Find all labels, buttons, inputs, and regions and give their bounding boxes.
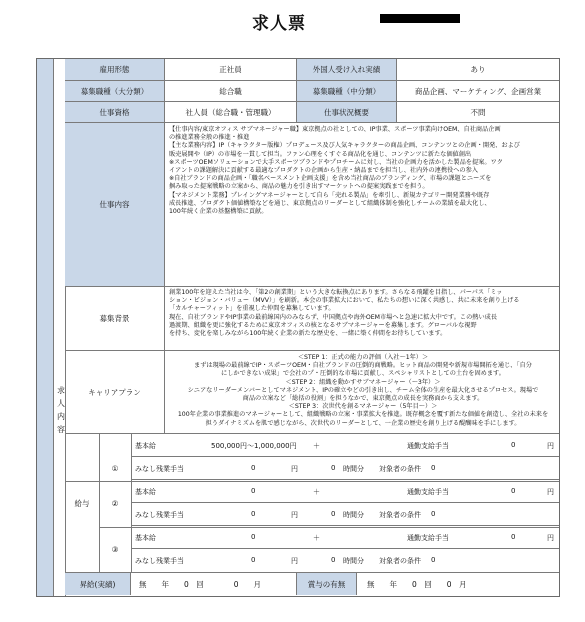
r3-base-label: 基本給: [135, 534, 156, 542]
background-line: を持ち、変化を楽しみながら100年続く企業の新たな歴史を、一緒に築く仲間をお待ちしています。: [169, 330, 447, 338]
r2-comm-label: 通勤支給手当: [407, 488, 449, 496]
job-line: ※スポーツOEMソリューションで大手スポーツブランドやプロチームに対し、当社の企画力を活かした製品を提案。ワク: [169, 158, 503, 166]
r3-comm-value: 0: [511, 533, 516, 541]
career-text: [169, 354, 557, 428]
label-employment: 雇用形態: [65, 59, 165, 80]
career-line: ＜STEP 3：次世代を創るマネージャー（5年目～）＞: [288, 403, 438, 411]
career-line: 100年企業の事業推進のマネージャーとして、組織戦略の立案・事業拡大を推進。既存概念を覆す新たな価値を創造し、全社の未来を: [177, 411, 549, 419]
value-bonus: 無 年 0 回 0 月: [367, 579, 467, 589]
label-salary: 給与: [74, 498, 90, 508]
r1-hours-label: 時間分: [343, 465, 364, 473]
job-line: 100年続く企業の基盤構築に貢献。: [169, 208, 268, 216]
row-career: [65, 351, 559, 434]
row-background: [65, 287, 559, 351]
sal-r3-a: [131, 526, 559, 549]
r2-allow-label: みなし残業手当: [135, 511, 184, 519]
r2-plus: ＋: [313, 488, 320, 496]
outer-label-column: [37, 59, 54, 596]
r2-cond-value: 0: [431, 510, 436, 518]
label-raise: 昇給(実績): [65, 573, 131, 595]
r1-cond-label: 対象者の条件: [379, 465, 421, 473]
career-line: ＜STEP 2：組織を動かすサブマネージャー（～3年）＞: [285, 378, 441, 386]
background-line: 「カルチャーフィット」を重視した仲間を募集しています。: [169, 305, 335, 313]
r3-cond-label: 対象者の条件: [379, 557, 421, 565]
career-line: 商品の立案など「総括の役割」を担うなかで、東京拠点の成長を実務面から支えます。: [242, 395, 484, 403]
sal-r1-b: [131, 457, 559, 480]
job-line: の推進業務全般の推進・推進: [169, 134, 250, 142]
r2-comm-value: 0: [511, 487, 516, 495]
r1-yen: 円: [547, 442, 554, 450]
r2-yen: 円: [547, 488, 554, 496]
value-category-minor: 商品企画、マーケティング、企画営業: [414, 86, 542, 96]
r3-allow-value: 0: [251, 556, 256, 564]
side-label: 求人内容: [57, 386, 65, 434]
redaction-bar: [380, 14, 460, 23]
label-category-minor: 募集職種（中分類）: [297, 81, 397, 101]
r2-hours-label: 時間分: [343, 511, 364, 519]
r3-plus: ＋: [313, 534, 320, 542]
job-content-text: [169, 126, 557, 216]
value-category-major: 総合職: [165, 81, 297, 101]
job-line: 【マネジメント業務】プレイングマネージャーとして自ら「売れる製品」を牽引し、新規カテゴリー開発業務や既存: [169, 191, 490, 199]
value-employment: 正社員: [165, 59, 297, 80]
r3-hours-label: 時間分: [343, 557, 364, 565]
salary-num-3: ③: [111, 545, 119, 554]
r2-allow-yen: 円: [291, 511, 298, 519]
r3-allow-label: みなし残業手当: [135, 557, 184, 565]
career-line: 担うダイナミズムを肌で感じながら、次世代のリーダーとして、一企業の歴史を創り上げる醍醐味を手にします。: [205, 419, 521, 427]
value-foreign: あり: [470, 65, 486, 74]
job-line: イアントの課題解決に貢献する最適なプロダクトの企画から生産・納品までを担当し、社内外の連携役への参入: [169, 167, 478, 175]
background-line: ション・ビジョン・バリュー（MVV）」を刷新。本会の事業拡大において、私たちの想いに深く共感し、共に未来を創り上げる: [169, 297, 520, 305]
background-line: 現在、自社ブランドやIP事業の最前線国内のみならず、中国拠点や海外OEM市場へと急速に拡大中です。この熱い成長: [169, 313, 498, 321]
row-salary: [65, 434, 559, 573]
sal-r1-a: [131, 434, 559, 457]
r3-hours-value: 0: [331, 556, 336, 564]
background-line: 過渡期、組織を更に強化するために東京オフィスの核となるサブマネージャーを募集します。グローバルな視野: [169, 321, 477, 329]
r2-hours-value: 0: [331, 510, 336, 518]
r1-cond-value: 0: [431, 464, 436, 472]
r1-plus: ＋: [313, 442, 320, 450]
r1-base-value: 500,000円～1,000,000円: [211, 442, 297, 450]
r3-cond-value: 0: [431, 556, 436, 564]
job-line: 【仕事内容/東京オフィス サブマネージャー職】東京拠点の社としての、IP事業、スポーツ事業向けOEM、自社商品企画: [169, 126, 501, 133]
r2-cond-label: 対象者の条件: [379, 511, 421, 519]
r2-allow-value: 0: [251, 510, 256, 518]
r1-comm-label: 通勤支給手当: [407, 442, 449, 450]
career-line: シニアなリーダーメンバーとしてマネジメント、IPの確立やどの引き出し、チーム全体の生産を最大化させるプロセス。現場で: [187, 386, 539, 394]
row-employment: [65, 59, 559, 81]
background-line: 創業100年を迎えた当社は今、「第2の創業期」という大きな転換点にあります。さらなる飛躍を目指し、パーパス「ミッ: [169, 289, 503, 296]
r2-base-label: 基本給: [135, 488, 156, 496]
sal-r2-a: [131, 480, 559, 503]
sal-r2-b: [131, 503, 559, 526]
r3-comm-label: 通勤支給手当: [407, 534, 449, 542]
page-title: 求人票: [252, 14, 306, 34]
sal-r3-b: [131, 549, 559, 571]
job-line: 【主な業務内容】IP（キャラクター版権）プロデュース及び人気キャラクターの商品企画、コンテンツとの企画・開発、および: [169, 142, 520, 150]
label-career: キャリアプラン: [65, 351, 165, 433]
salary-num-2: ②: [111, 499, 119, 508]
value-status: 不問: [470, 107, 486, 117]
career-line: まずは現場の最前線でIP・スポーツOEM・自社ブランドの圧倒的商戦略。ヒット商品の開発や新規市場開拓を通じ、「自分: [194, 362, 532, 370]
job-line: 掴み取った提案戦略の立案から、商品の魅力を引き出すマーケットへの提案実践までを担う。: [169, 183, 429, 191]
r1-comm-value: 0: [511, 441, 516, 449]
label-job-content: 仕事内容: [65, 123, 165, 286]
label-bonus: 賞与の有無: [297, 573, 357, 595]
value-qualification: 社人員（総合職・管理職）: [165, 102, 297, 122]
value-raise: 無 年 0 回 0 月: [131, 573, 297, 595]
label-status: 仕事状況概要: [297, 102, 397, 122]
career-line: ＜STEP 1：正式の能力の評価（入社～1年）＞: [297, 354, 429, 361]
job-line: 成長推進、プロダクト価値構築などを通じ、東京拠点のリーダーとして組織体制を強化しチームの業績を最大化し、: [169, 199, 491, 207]
career-line: にしかできない成果」で会社のプ・圧倒的な市場に貢献し、スペシャリストとしての土台を固めます。: [221, 370, 505, 378]
r3-allow-yen: 円: [291, 557, 298, 565]
row-job-content: [65, 123, 559, 287]
r1-allow-label: みなし残業手当: [135, 465, 184, 473]
r1-allow-value: 0: [251, 464, 256, 472]
r1-base-label: 基本給: [135, 442, 156, 450]
row-bonus: [65, 573, 559, 595]
r1-allow-yen: 円: [291, 465, 298, 473]
r3-yen: 円: [547, 534, 554, 542]
r2-base-value: 0: [251, 487, 256, 495]
background-text: [169, 289, 557, 338]
row-qualification: [65, 102, 559, 123]
row-category: [65, 81, 559, 102]
salary-num-1: ①: [111, 464, 119, 473]
job-line: ※自社ブランドの商品企画・「職名ベースメント企画支援」を含め当社商品のブランディング、市場の課題とニーズを: [169, 175, 492, 183]
label-background: 募集背景: [65, 287, 165, 350]
r1-hours-value: 0: [331, 464, 336, 472]
job-line: 販売展開や（IP）の市場を一貫して担当。ファン心理をくすぐる商品化を通じ、コンテンツに新たな価値創出: [169, 150, 472, 158]
r3-base-value: 0: [251, 533, 256, 541]
label-category-major: 募集職種（大分類）: [65, 81, 165, 101]
label-foreign: 外国人受け入れ実績: [297, 59, 397, 80]
label-qualification: 仕事資格: [65, 102, 165, 122]
job-form: [36, 58, 560, 597]
